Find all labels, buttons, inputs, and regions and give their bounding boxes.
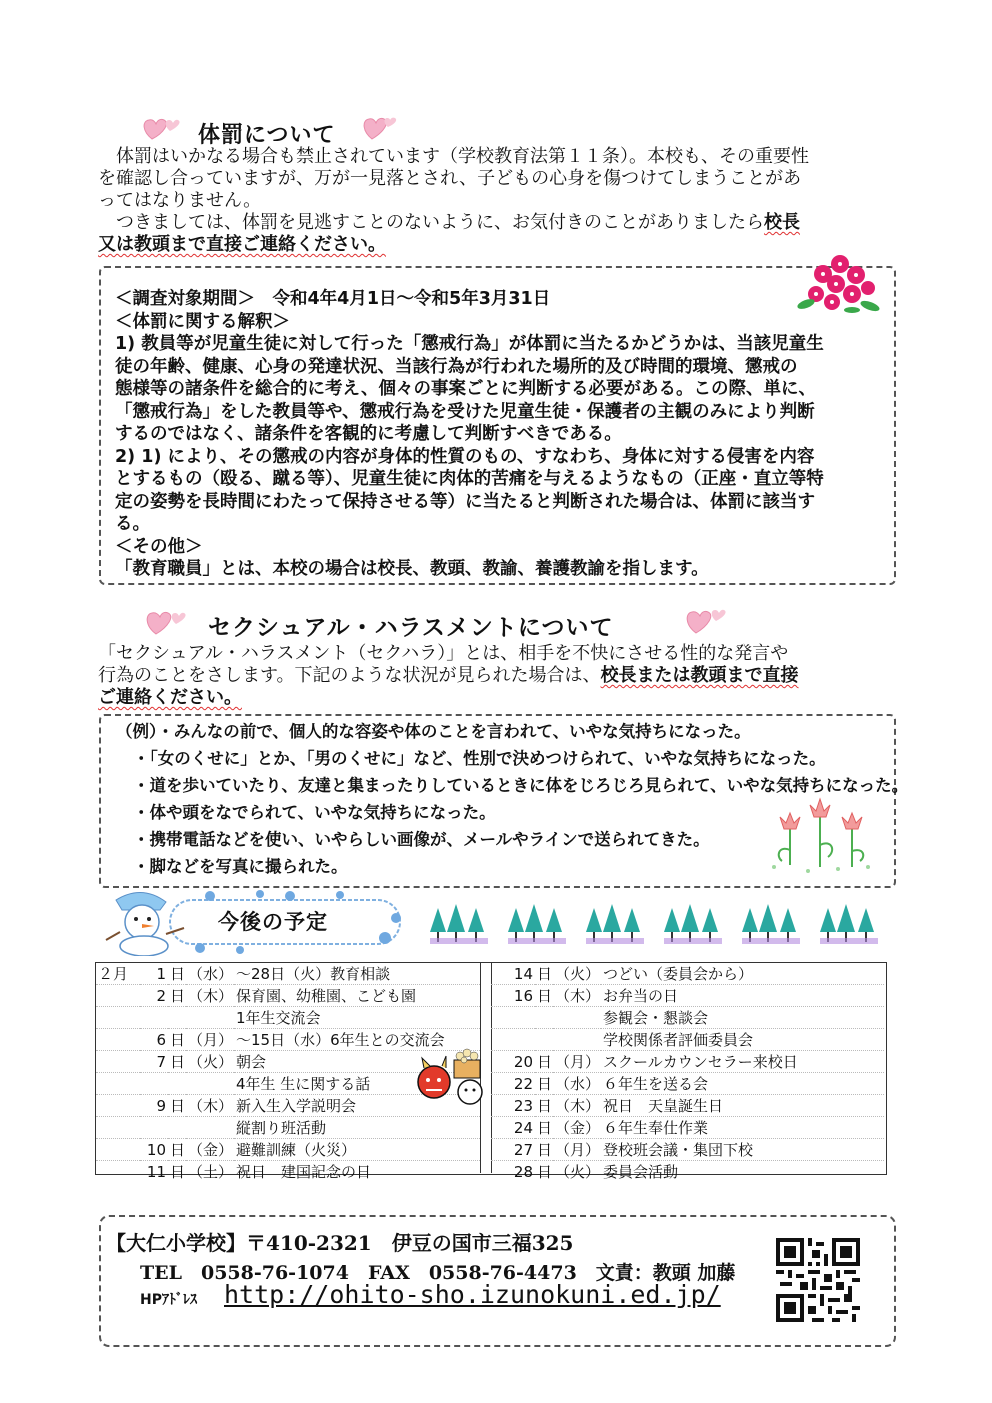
month-cell: [96, 1095, 140, 1117]
table-row: [96, 1161, 480, 1183]
text-line: を確認し合っていますが、万が一見落とされ、子どもの心身を傷つけてしまうことがあ: [98, 168, 802, 189]
schedule-title: 今後の予定: [218, 910, 328, 934]
day-unit-cell: 日: [535, 1139, 553, 1161]
event-cell: 朝会: [234, 1051, 480, 1073]
weekday-cell: （火）: [186, 1051, 234, 1073]
event-cell: 避難訓練（火災）: [234, 1139, 480, 1161]
survey-text: [115, 288, 824, 581]
weekday-cell: （月）: [553, 1051, 601, 1073]
table-row: [491, 1029, 884, 1051]
emphasis-text: 校長: [764, 212, 800, 233]
day-cell: 2: [140, 985, 168, 1007]
text-line: つきましては、体罰を見逃すことのないように、お気付きのことがありましたら: [98, 212, 764, 233]
day-cell: 14: [513, 964, 533, 983]
event-cell: 新入生入学説明会: [234, 1095, 480, 1117]
event-cell: スクールカウンセラー来校日: [601, 1051, 884, 1073]
day-cell: 10: [140, 1139, 168, 1161]
emphasis-text: ご連絡ください。: [98, 687, 242, 708]
hp-label: HPｱﾄﾞﾚｽ: [140, 1292, 197, 1308]
table-row: [491, 985, 884, 1007]
text-line: とするもの（殴る、蹴る等）、児童生徒に肉体的苦痛を与えるようなもの（正座・直立等特: [115, 469, 824, 489]
event-cell: ６年生を送る会: [601, 1073, 884, 1095]
table-row: [96, 985, 480, 1007]
trees-decoration-icon: [430, 902, 882, 950]
day-unit-cell: 日: [535, 1161, 553, 1183]
day-unit-cell: 日: [168, 1161, 186, 1183]
day-unit-cell: [168, 1117, 186, 1139]
event-cell: 保育園、幼稚園、こども園: [234, 985, 480, 1007]
setsubun-oni-icon: [412, 1040, 492, 1110]
text-line: ＜体罰に関する解釈＞: [115, 311, 290, 332]
day-unit-cell: [535, 1007, 553, 1029]
month-cell: [96, 1161, 140, 1183]
day-cell: 7: [140, 1051, 168, 1073]
event-cell: 学校関係者評価委員会: [601, 1029, 884, 1051]
flower-bouquet-icon: [796, 250, 882, 316]
event-cell: ～28日（火）教育相談: [236, 965, 391, 983]
table-row: [491, 963, 884, 985]
text-line: る。: [115, 514, 150, 534]
day-cell: [491, 1029, 535, 1051]
weekday-cell: （金）: [186, 1139, 234, 1161]
table-row: [491, 1007, 884, 1029]
day-unit-cell: [168, 1007, 186, 1029]
weekday-cell: （土）: [186, 1161, 234, 1183]
day-cell: 9: [140, 1095, 168, 1117]
month-cell: [96, 1029, 140, 1051]
text-line: 「教育職員」とは、本校の場合は校長、教頭、教諭、養護教諭を指します。: [115, 559, 709, 579]
list-item: ・携帯電話などを使い、いやらしい画像が、メールやラインで送られてきた。: [133, 830, 710, 849]
table-row: [491, 1051, 884, 1073]
weekday-cell: （水）: [553, 1073, 601, 1095]
day-cell: 11: [140, 1161, 168, 1183]
text-line: ＜調査対象期間＞ 令和4年4月1日～令和5年3月31日: [115, 289, 551, 309]
day-unit-cell: 日: [535, 1117, 553, 1139]
month-cell: [96, 1139, 140, 1161]
website-link[interactable]: http://ohito-sho.izunokuni.ed.jp/: [224, 1280, 721, 1309]
text-line: 「懲戒行為」をした教員等や、懲戒行為を受けた児童生徒・保護者の主観のみにより判断: [115, 401, 815, 422]
day-unit-cell: 日: [168, 1095, 186, 1117]
day-cell: [140, 1007, 168, 1029]
heart-icon: [680, 601, 730, 637]
table-row: [491, 1161, 884, 1183]
day-cell: [491, 1007, 535, 1029]
event-cell: 委員会活動: [601, 1161, 884, 1183]
harassment-title: セクシュアル・ハラスメントについて: [208, 615, 614, 641]
table-row: [96, 1139, 480, 1161]
text-line: 2) 1) により、その懲戒の内容が身体的性質のもの、すなわち、身体に対する侵害を内容: [115, 446, 815, 467]
harassment-paragraph: [98, 643, 908, 709]
day-unit-cell: 日: [168, 985, 186, 1007]
weekday-cell: （水）: [188, 965, 234, 983]
table-row: [491, 1073, 884, 1095]
emphasis-text: 又は教頭まで直接ご連絡ください。: [98, 234, 386, 255]
weekday-cell: （月）: [186, 1029, 234, 1051]
emphasis-text: 校長または教頭まで直接: [600, 665, 799, 686]
event-cell: ～15日（水）6年生との交流会: [234, 1029, 480, 1051]
weekday-cell: （火）: [555, 965, 601, 983]
weekday-cell: [186, 1117, 234, 1139]
schedule-right: [491, 963, 884, 1182]
table-row: [491, 1095, 884, 1117]
day-unit-cell: 日: [535, 1051, 553, 1073]
weekday-cell: [553, 1007, 601, 1029]
day-cell: 28: [491, 1161, 535, 1183]
contact-line: TEL 0558-76-1074 FAX 0558-76-4473 文責：教頭 加藤: [140, 1262, 736, 1284]
event-cell: 1年生交流会: [234, 1007, 480, 1029]
day-cell: 24: [491, 1117, 535, 1139]
text-line: 態様等の諸条件を総合的に考え、個々の事案ごとに判断する必要がある。この際、単に、: [115, 379, 817, 399]
day-unit-cell: 日: [535, 1095, 553, 1117]
table-row: [491, 1139, 884, 1161]
event-cell: 縦割り班活動: [234, 1117, 480, 1139]
text-line: 1) 教員等が児童生徒に対して行った「懲戒行為」が体罰に当たるかどうかは、当該児童生: [115, 334, 824, 354]
day-cell: [140, 1073, 168, 1095]
month-cell: [96, 1051, 140, 1073]
day-unit-cell: 日: [535, 1073, 553, 1095]
month-cell: [96, 1117, 140, 1139]
text-line: ＜その他＞: [115, 536, 203, 557]
day-unit-cell: 日: [170, 965, 186, 983]
school-address: 【大仁小学校】〒410-2321 伊豆の国市三福325: [106, 1231, 574, 1255]
month-cell: [96, 985, 140, 1007]
event-cell: 祝日 天皇誕生日: [601, 1095, 884, 1117]
day-unit-cell: [168, 1073, 186, 1095]
day-cell: [140, 1117, 168, 1139]
day-cell: 6: [140, 1029, 168, 1051]
table-row: [96, 1007, 480, 1029]
day-cell: 1: [156, 964, 166, 983]
weekday-cell: （火）: [553, 1161, 601, 1183]
weekday-cell: （金）: [553, 1117, 601, 1139]
weekday-cell: [186, 1007, 234, 1029]
month-cell: ２月: [98, 965, 129, 983]
event-cell: 4年生 生に関する話: [234, 1073, 480, 1095]
list-item: ・道を歩いていたり、友達と集まったりしているときに体をじろじろ見られて、いやな気持ちになった。: [133, 776, 909, 795]
heart-icon: [140, 113, 184, 143]
text-line: 徒の年齢、健康、心身の発達状況、当該行為が行われた場所的及び時間的環境、懲戒の: [115, 356, 798, 377]
qr-code-icon: [776, 1238, 860, 1322]
list-item: ・体や頭をなでられて、いやな気持ちになった。: [133, 803, 496, 822]
day-cell: 27: [491, 1139, 535, 1161]
event-cell: ６年生奉仕作業: [601, 1117, 884, 1139]
weekday-cell: （木）: [553, 985, 601, 1007]
day-unit-cell: 日: [168, 1051, 186, 1073]
day-cell: 23: [491, 1095, 535, 1117]
list-item: ・脚などを写真に撮られた。: [133, 857, 348, 876]
heart-icon: [358, 111, 402, 143]
tulip-flowers-icon: [768, 795, 878, 875]
text-line: するのではなく、諸条件を客観的に考慮して判断すべきである。: [115, 424, 622, 444]
list-item: ・「女のくせに」とか、「男のくせに」など、性別で決めつけられて、いやな気持ちになった。: [133, 749, 826, 768]
day-unit-cell: [535, 1029, 553, 1051]
event-cell: 参観会・懇談会: [601, 1007, 884, 1029]
day-cell: 16: [491, 985, 535, 1007]
event-cell: 祝日 建国記念の日: [234, 1161, 480, 1183]
text-line: ってはなりません。: [98, 190, 262, 211]
month-cell: [96, 1073, 140, 1095]
weekday-cell: （木）: [553, 1095, 601, 1117]
day-unit-cell: 日: [168, 1139, 186, 1161]
weekday-cell: （月）: [553, 1139, 601, 1161]
list-item: （例）・みんなの前で、個人的な容姿や体のことを言われて、いやな気持ちになった。: [116, 722, 751, 741]
text-line: 行為のことをさします。下記のような状況が見られた場合は、: [98, 665, 601, 686]
text-line: 「セクシュアル・ハラスメント（セクハラ）」とは、相手を不快にさせる性的な発言や: [98, 643, 789, 664]
table-row: [96, 963, 480, 985]
weekday-cell: （木）: [186, 1095, 234, 1117]
snowman-icon: [102, 888, 192, 956]
day-cell: 20: [491, 1051, 535, 1073]
weekday-cell: [186, 1073, 234, 1095]
weekday-cell: （木）: [186, 985, 234, 1007]
text-line: 体罰はいかなる場合も禁止されています（学校教育法第１１条）。本校も、その重要性: [98, 146, 809, 167]
weekday-cell: [553, 1029, 601, 1051]
table-row: [491, 1117, 884, 1139]
day-unit-cell: 日: [537, 965, 553, 983]
day-unit-cell: 日: [535, 985, 553, 1007]
table-row: [96, 1117, 480, 1139]
event-cell: お弁当の日: [601, 985, 884, 1007]
corporal-paragraph-1: [98, 146, 908, 212]
day-cell: 22: [491, 1073, 535, 1095]
corporal-paragraph-2: [98, 212, 908, 256]
heart-icon: [140, 604, 190, 638]
event-cell: つどい（委員会から）: [603, 965, 754, 983]
corporal-title: 体罰について: [198, 123, 336, 148]
day-unit-cell: 日: [168, 1029, 186, 1051]
event-cell: 登校班会議・集団下校: [601, 1139, 884, 1161]
month-cell: [96, 1007, 140, 1029]
text-line: 定の姿勢を長時間にわたって保持させる等）に当たると判断された場合は、体罰に該当す: [115, 491, 815, 512]
